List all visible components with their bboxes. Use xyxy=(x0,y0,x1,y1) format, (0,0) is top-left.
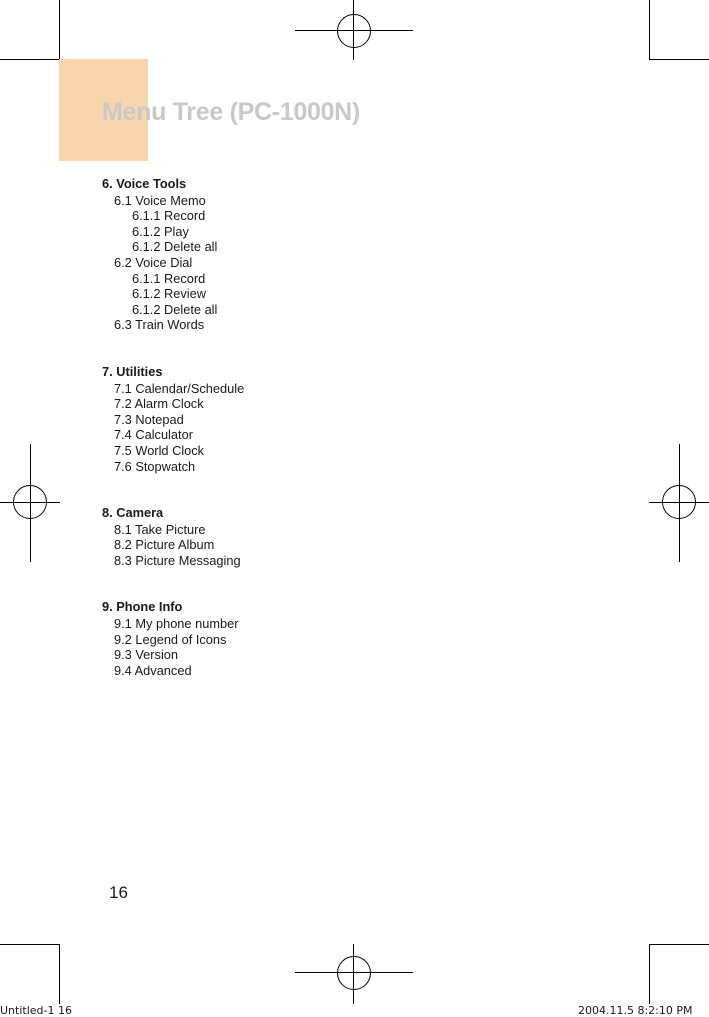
submenu-item: 6.1.2 Review xyxy=(132,286,206,302)
menu-item: 9.1 My phone number xyxy=(114,616,239,632)
crop-mark xyxy=(59,944,60,1004)
crop-mark xyxy=(59,0,60,60)
section-heading: 6. Voice Tools xyxy=(102,176,187,191)
menu-section xyxy=(102,505,244,568)
section-heading: 9. Phone Info xyxy=(102,599,183,615)
print-slug-timestamp: 2004.11.5 8:2:10 PM xyxy=(578,1004,693,1017)
print-slug-file: Untitled-1 16 xyxy=(0,1004,72,1017)
submenu-item: 6.1.1 Record xyxy=(132,270,206,286)
crop-mark xyxy=(649,59,709,60)
menu-item: 6.1 Voice Memo xyxy=(114,192,206,208)
registration-circle xyxy=(337,14,371,48)
page-title: Menu Tree (PC-1000N) xyxy=(102,98,360,126)
menu-item: 9.4 Advanced xyxy=(114,662,192,678)
registration-circle xyxy=(662,485,696,519)
menu-item: 7.5 World Clock xyxy=(114,442,205,458)
section-heading: 7. Utilities xyxy=(102,363,163,379)
menu-item: 7.4 Calculator xyxy=(114,427,193,443)
menu-section xyxy=(102,364,244,474)
menu-item: 7.2 Alarm Clock xyxy=(114,396,204,412)
page-number: 16 xyxy=(109,883,128,902)
menu-item: 7.6 Stopwatch xyxy=(114,458,196,474)
submenu-item: 6.1.2 Delete all xyxy=(132,239,218,255)
menu-item: 6.3 Train Words xyxy=(114,317,205,333)
menu-item: 7.1 Calendar/Schedule xyxy=(114,380,245,396)
menu-item: 8.1 Take Picture xyxy=(114,521,206,537)
menu-item: 9.2 Legend of Icons xyxy=(114,631,227,647)
menu-item: 6.2 Voice Dial xyxy=(114,254,193,270)
menu-section xyxy=(102,599,244,678)
crop-mark xyxy=(649,944,650,1004)
submenu-item: 6.1.2 Delete all xyxy=(132,301,218,317)
menu-item: 7.3 Notepad xyxy=(114,411,184,427)
submenu-item: 6.1.1 Record xyxy=(132,208,206,224)
menu-item: 8.3 Picture Messaging xyxy=(114,552,241,568)
registration-circle xyxy=(13,485,47,519)
crop-mark xyxy=(649,0,650,60)
registration-circle xyxy=(337,956,371,990)
crop-mark xyxy=(0,59,60,60)
section-heading: 8. Camera xyxy=(102,505,164,521)
submenu-item: 6.1.2 Play xyxy=(132,223,189,239)
menu-item: 9.3 Version xyxy=(114,647,179,663)
menu-section xyxy=(102,176,244,333)
crop-mark xyxy=(0,944,60,945)
crop-mark xyxy=(649,944,709,945)
menu-item: 8.2 Picture Album xyxy=(114,537,215,553)
menu-tree xyxy=(102,176,244,709)
